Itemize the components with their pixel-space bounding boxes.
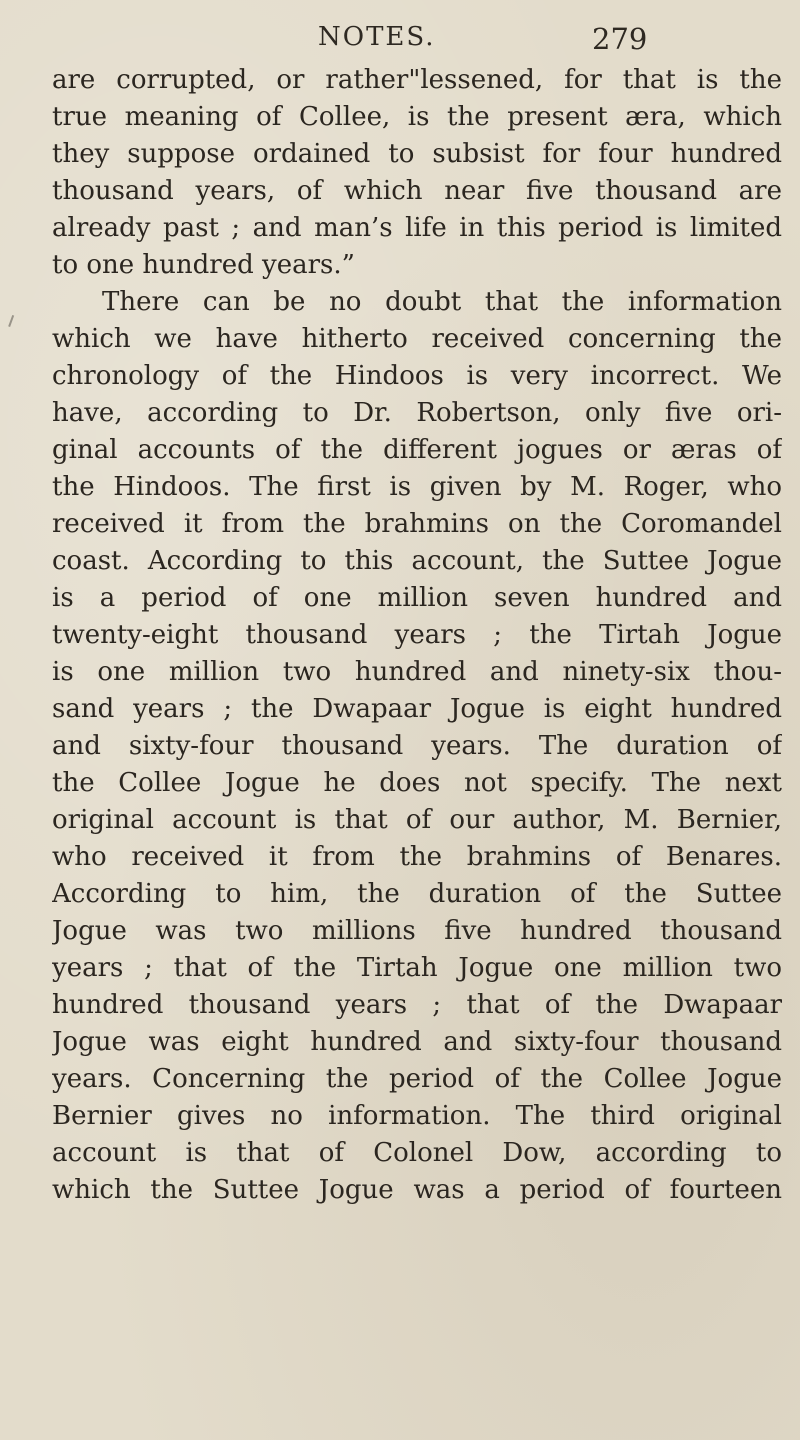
text-line: who received it from the brahmins of Benares. [52, 842, 782, 872]
text-line: coast. According to this account, the Suttee Jogue [52, 546, 782, 576]
page-number: 279 [592, 22, 648, 56]
text-line: already past ; and man’s life in this period is limited [52, 213, 782, 243]
text-line: chronology of the Hindoos is very incorrect. We [52, 361, 782, 391]
text-line: Bernier gives no information. The third original [52, 1101, 782, 1131]
text-line: they suppose ordained to subsist for four hundred [52, 139, 782, 169]
text-line: Jogue was two millions five hundred thousand [52, 916, 782, 946]
text-line: original account is that of our author, M. Bernier, [52, 805, 782, 835]
paragraph-start-line: There can be no doubt that the information [102, 287, 782, 317]
text-line: account is that of Colonel Dow, according to [52, 1138, 782, 1168]
text-line: which we have hitherto received concerning the [52, 324, 782, 354]
text-line: have, according to Dr. Robertson, only five ori- [52, 398, 782, 428]
text-line: years ; that of the Tirtah Jogue one million two [52, 953, 782, 983]
text-line: twenty-eight thousand years ; the Tirtah Jogue [52, 620, 782, 650]
text-line: sand years ; the Dwapaar Jogue is eight hundred [52, 694, 782, 724]
text-line: true meaning of Collee, is the present æra, which [52, 102, 782, 132]
text-line: hundred thousand years ; that of the Dwapaar [52, 990, 782, 1020]
text-line: the Hindoos. The first is given by M. Roger, who [52, 472, 782, 502]
text-line: are corrupted, or rather"lessened, for that is the [52, 65, 782, 95]
text-line: which the Suttee Jogue was a period of fourteen [52, 1175, 782, 1205]
running-head: NOTES. [318, 22, 436, 52]
page-header [0, 18, 800, 58]
text-line: is one million two hundred and ninety-six thou- [52, 657, 782, 687]
text-line: is a period of one million seven hundred and [52, 583, 782, 613]
text-line: According to him, the duration of the Suttee [52, 879, 782, 909]
text-line: to one hundred years.” [52, 250, 355, 280]
text-line: Jogue was eight hundred and sixty-four thousand [52, 1027, 782, 1057]
margin-mark [8, 315, 20, 329]
text-line: thousand years, of which near five thousand are [52, 176, 782, 206]
body-text [52, 62, 782, 1209]
text-line: ginal accounts of the different jogues or æras of [52, 435, 782, 465]
text-line: the Collee Jogue he does not specify. The next [52, 768, 782, 798]
text-line: years. Concerning the period of the Collee Jogue [52, 1064, 782, 1094]
text-line: received it from the brahmins on the Coromandel [52, 509, 782, 539]
text-line: and sixty-four thousand years. The duration of [52, 731, 782, 761]
